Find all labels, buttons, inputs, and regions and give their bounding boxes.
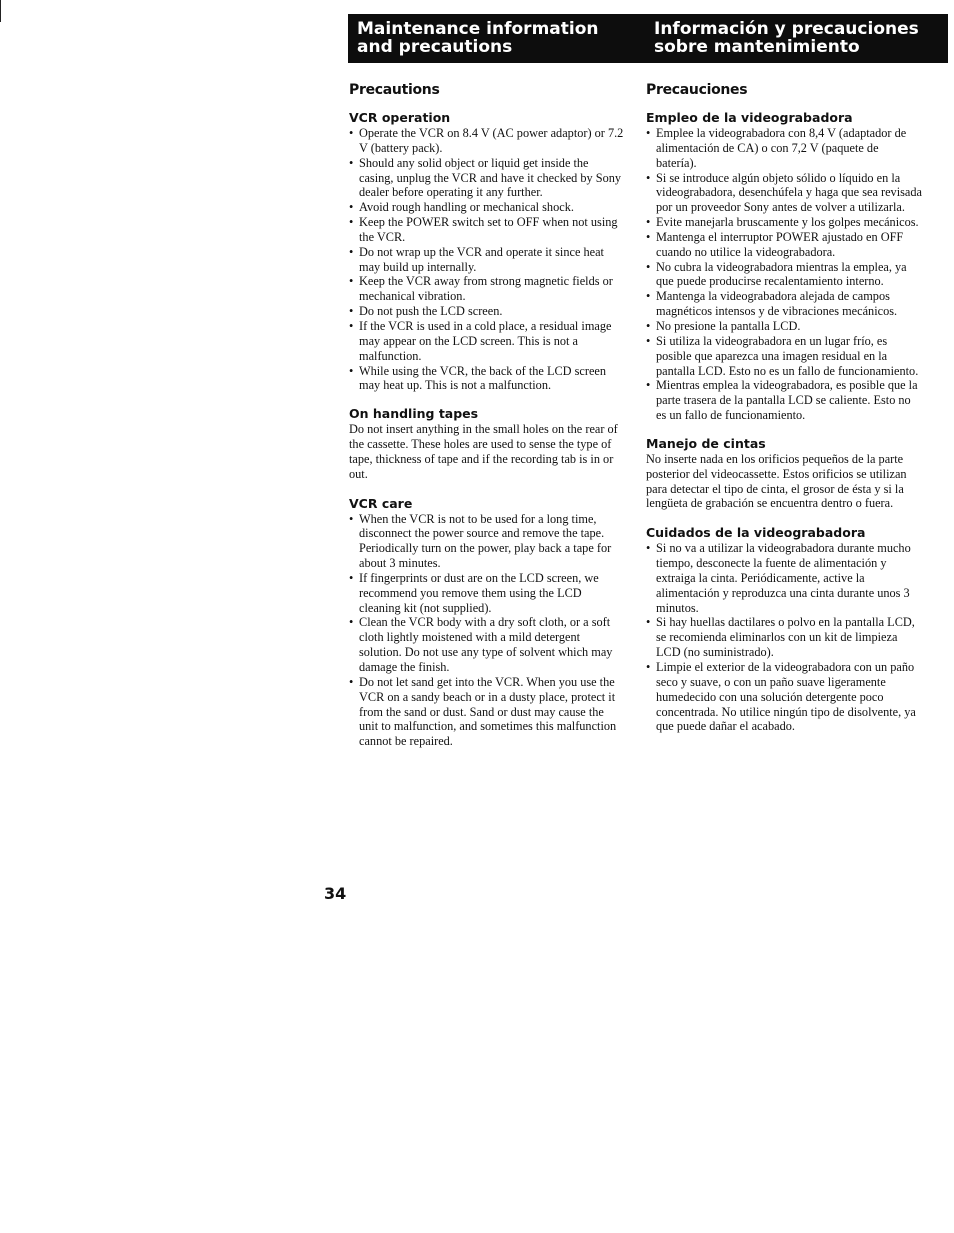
handling-tapes-heading: On handling tapes: [349, 406, 479, 422]
list-item: • Do not let sand get into the VCR. When you use the VCR on a sandy beach or in a dusty place, protect it from the sand or dust. Sand or dust may cause the unit to malfunction, and sometimes this malfunction cannot be repaired.: [349, 675, 625, 749]
precautions-title: Precautions: [349, 82, 440, 98]
section-header-bar: [348, 14, 948, 63]
list-item: • Do not push the LCD screen.: [349, 304, 625, 319]
header-title-en: Maintenance information and precautions: [357, 19, 599, 57]
list-item: • Si no va a utilizar la videograbadora durante mucho tiempo, desconecte la fuente de alimentación y extraiga la cinta. Periódicamente, active la alimentación y reproduzca una cinta durante unos 3 minutos.: [646, 541, 922, 615]
vcr-operation-list: [349, 126, 625, 393]
list-item: • Operate the VCR on 8.4 V (AC power adaptor) or 7.2 V (battery pack).: [349, 126, 625, 156]
list-item: • No presione la pantalla LCD.: [646, 319, 922, 334]
list-item: • Si hay huellas dactilares o polvo en la pantalla LCD, se recomienda eliminarlos con un kit de limpieza LCD (no suministrado).: [646, 615, 922, 660]
list-item: • Emplee la videograbadora con 8,4 V (adaptador de alimentación de CA) o con 7,2 V (paquete de batería).: [646, 126, 922, 171]
vcr-operation-heading: VCR operation: [349, 110, 451, 125]
cuidados-list: [646, 541, 922, 734]
list-item: • While using the VCR, the back of the LCD screen may heat up. This is not a malfunction.: [349, 364, 625, 394]
manejo-cintas-heading: Manejo de cintas: [646, 435, 766, 451]
header-title-es: Información y precauciones sobre mantenimiento: [654, 19, 919, 57]
list-item: • Evite manejarla bruscamente y los golpes mecánicos.: [646, 215, 922, 230]
spanish-column: [646, 80, 922, 747]
list-item: • Keep the VCR away from strong magnetic fields or mechanical vibration.: [349, 274, 625, 304]
list-item: • Si utiliza la videograbadora en un lugar frío, es posible que aparezca una imagen residual en la pantalla LCD. Esto no es un fallo de funcionamiento.: [646, 334, 922, 379]
cuidados-heading: Cuidados de la videograbadora: [646, 525, 866, 541]
vcr-care-heading: VCR care: [349, 495, 413, 511]
list-item: • Si se introduce algún objeto sólido o líquido en la videograbadora, desenchúfela y haga que sea revisada por un proveedor Sony antes de volver a utilizarla.: [646, 171, 922, 216]
list-item: • Clean the VCR body with a dry soft cloth, or a soft cloth lightly moistened with a mild detergent solution. Do not use any type of solvent which may damage the finish.: [349, 615, 625, 674]
list-item: • Avoid rough handling or mechanical shock.: [349, 200, 625, 215]
page-number: 34: [324, 884, 347, 903]
english-column: [349, 80, 625, 762]
list-item: • If the VCR is used in a cold place, a residual image may appear on the LCD screen. This is not a malfunction.: [349, 319, 625, 364]
precauciones-title: Precauciones: [646, 82, 748, 98]
empleo-heading: Empleo de la videograbadora: [646, 110, 853, 125]
list-item: • Mantenga la videograbadora alejada de campos magnéticos intensos y de vibraciones mecánicos.: [646, 289, 922, 319]
manejo-cintas-text: No inserte nada en los orificios pequeños de la parte posterior del videocassette. Estos orificios se utilizan para detectar el tipo de cinta, el grosor de ésta y si la lengüeta de grabación se encuentra dentro o fuera.: [646, 451, 907, 511]
list-item: • When the VCR is not to be used for a long time, disconnect the power source and remove the tape. Periodically turn on the power, play back a tape for about 3 minutes.: [349, 512, 625, 571]
list-item: • Mantenga el interruptor POWER ajustado en OFF cuando no utilice la videograbadora.: [646, 230, 922, 260]
list-item: • Keep the POWER switch set to OFF when not using the VCR.: [349, 215, 625, 245]
margin-line: [0, 0, 1, 22]
list-item: • Mientras emplea la videograbadora, es posible que la parte trasera de la pantalla LCD se caliente. Esto no es un fallo de funcionamiento.: [646, 378, 922, 423]
handling-tapes-text: Do not insert anything in the small holes on the rear of the cassette. These holes are used to sense the type of tape, thickness of tape and if the recording tab is in or out.: [349, 422, 618, 481]
list-item: • Should any solid object or liquid get inside the casing, unplug the VCR and have it checked by Sony dealer before operating it any further.: [349, 156, 625, 201]
list-item: • Do not wrap up the VCR and operate it since heat may build up internally.: [349, 245, 625, 275]
empleo-list: [646, 126, 922, 423]
list-item: • If fingerprints or dust are on the LCD screen, we recommend you remove them using the LCD cleaning kit (not supplied).: [349, 571, 625, 616]
list-item: • Limpie el exterior de la videograbadora con un paño seco y suave, o con un paño suave ligeramente humedecido con una solución detergente poco concentrada. No utilice ningún tipo de disolvente, ya que puede dañar el acabado.: [646, 660, 922, 734]
list-item: • No cubra la videograbadora mientras la emplea, ya que puede producirse recalentamiento interno.: [646, 260, 922, 290]
vcr-care-list: [349, 512, 625, 750]
